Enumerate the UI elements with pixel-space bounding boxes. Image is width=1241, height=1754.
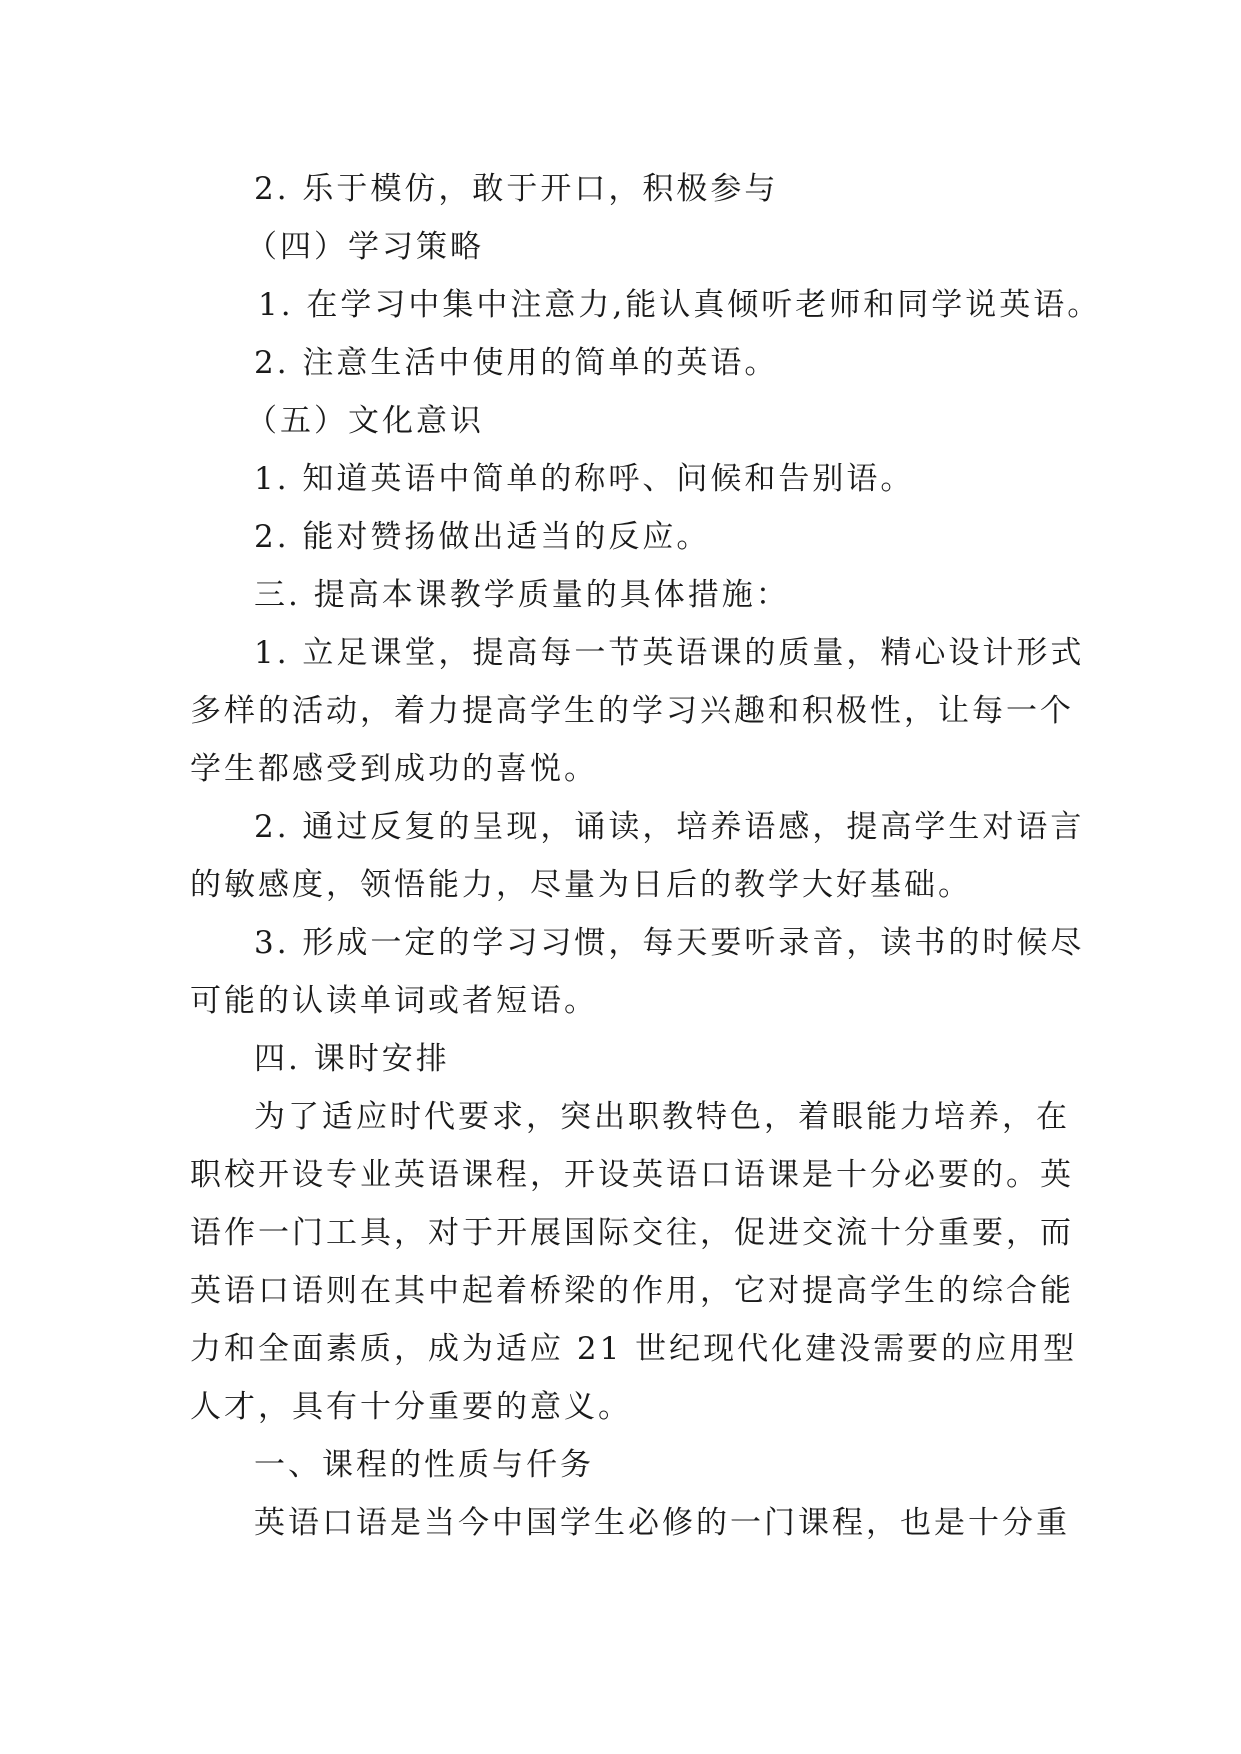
text-line: 英语口语是当今中国学生必修的一门课程，也是十分重: [254, 1505, 1070, 1541]
text-line: 力和全面素质，成为适应 21 世纪现代化建没需要的应用型: [190, 1331, 1078, 1367]
text-line: 的敏感度，领悟能力，尽量为日后的教学大好基础。: [190, 867, 972, 903]
paragraph-measure-3: [190, 914, 1085, 1030]
text-line: 语作一门工具，对于开展国际交往，促进交流十分重要，而: [190, 1215, 1074, 1251]
section-heading-learning-strategy: （四）学习策略: [246, 229, 484, 265]
section-heading-measures: 三. 提高本课教学质量的具体措施：: [254, 577, 790, 613]
text-line: 可能的认读单词或者短语。: [190, 983, 598, 1019]
text-line: 职校开设专业英语课程，开设英语口语课是十分必要的。英: [190, 1157, 1074, 1193]
text-line-culture-2: 2. 能对赞扬做出适当的反应。: [254, 519, 711, 555]
text-line: 1. 立足课堂，提高每一节英语课的质量，精心设计形式: [254, 635, 1085, 671]
text-line-culture-1: 1. 知道英语中简单的称呼、问候和告别语。: [254, 461, 915, 497]
text-line: 多样的活动，着力提高学生的学习兴趣和积极性，让每一个: [190, 693, 1074, 729]
text-line: 学生都感受到成功的喜悦。: [190, 751, 598, 787]
text-line: 2. 通过反复的呈现，诵读，培养语感，提高学生对语言: [254, 809, 1085, 845]
text-line-strategy-1: 1. 在学习中集中注意力,能认真倾听老师和同学说英语。: [258, 287, 1102, 323]
paragraph-course-nature: [190, 1494, 1070, 1552]
text-line: 3. 形成一定的学习习惯，每天要听录音，读书的时候尽: [254, 925, 1085, 961]
text-line: 英语口语则在其中起着桥梁的作用，它对提高学生的综合能: [190, 1273, 1074, 1309]
section-heading-course-nature: 一、课程的性质与仟务: [254, 1447, 594, 1483]
text-line: 人才，具有十分重要的意义。: [190, 1389, 632, 1425]
section-heading-cultural-awareness: （五）文化意识: [246, 403, 484, 439]
text-line-attitude-2: 2. 乐于模仿，敢于开口，积极参与: [254, 171, 779, 207]
paragraph-schedule: [190, 1088, 1078, 1436]
text-line-strategy-2: 2. 注意生活中使用的简单的英语。: [254, 345, 779, 381]
paragraph-measure-2: [190, 798, 1085, 914]
document-body: [190, 160, 1102, 1552]
section-heading-schedule: 四. 课时安排: [254, 1041, 450, 1077]
paragraph-measure-1: [190, 624, 1085, 798]
text-line: 为了适应时代要求，突出职教特色，着眼能力培养，在: [254, 1099, 1070, 1135]
